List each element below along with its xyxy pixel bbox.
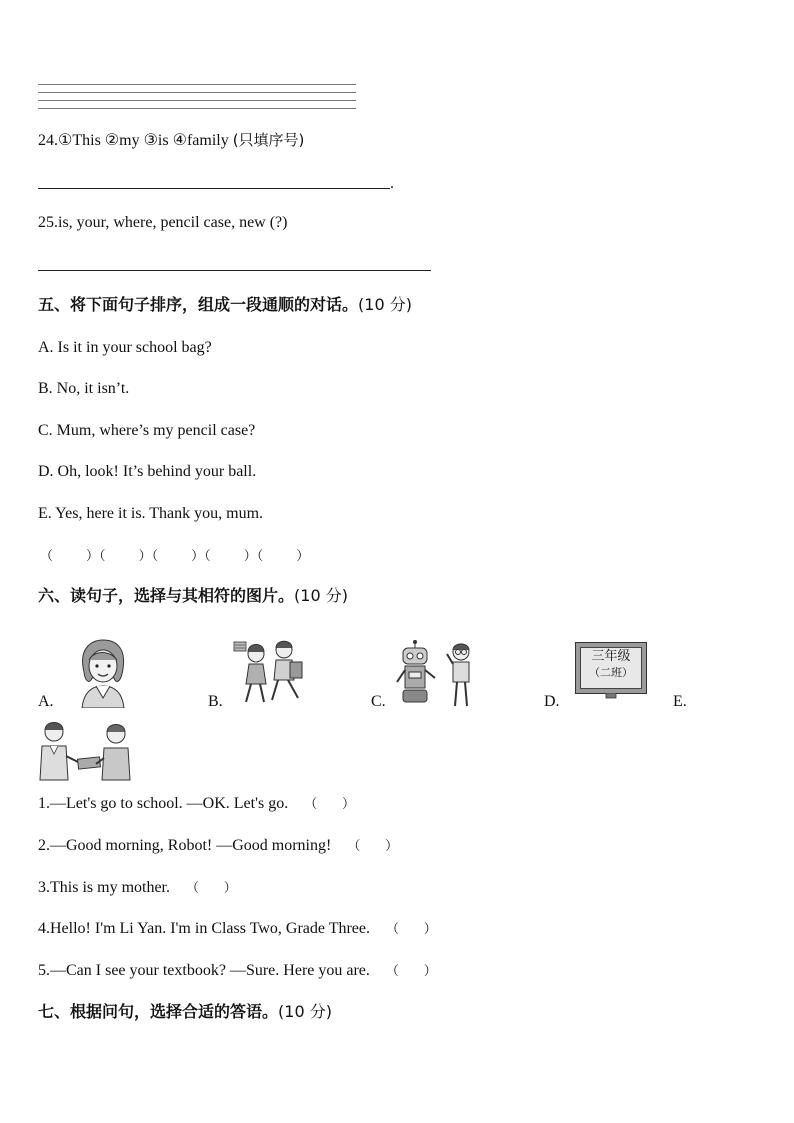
match-answer-2[interactable]: （ ） (347, 839, 399, 854)
sign-hook-icon (605, 693, 617, 699)
dialog-sentence-d: D. Oh, look! It’s behind your ball. (38, 463, 257, 480)
match-sentence-2 (38, 836, 398, 857)
handwriting-guide-lines (38, 84, 356, 110)
class-sign-grade: 三年级 (591, 649, 631, 664)
match-sentence-4 (38, 919, 437, 940)
section-5-title: 五、将下面句子排序，组成一段通顺的对话。 (38, 295, 359, 314)
match-answer-4[interactable]: （ ） (386, 922, 437, 937)
option-label-c: C. (371, 693, 386, 710)
option-label-d: D. (544, 693, 560, 710)
section-6-points: (10 分) (294, 586, 348, 605)
section-7-points: (10 分) (278, 1002, 332, 1021)
section-6-heading (38, 586, 348, 606)
answer-line-24[interactable] (38, 188, 390, 189)
option-label-e: E. (673, 693, 687, 710)
class-sign-illustration[interactable] (575, 642, 647, 694)
robot-and-boy-illustration[interactable] (395, 640, 481, 710)
answer-line-25[interactable] (38, 270, 431, 271)
match-sentence-5-text: 5.—Can I see your textbook? —Sure. Here you are. (38, 962, 370, 979)
section-5-points: (10 分) (358, 295, 412, 314)
dialog-sentence-a: A. Is it in your school bag? (38, 339, 212, 356)
order-answer-blanks[interactable]: （ ）（ ）（ ）（ ）（ ） (40, 549, 310, 564)
question-24-words: 24.①This ②my ③is ④family (38, 132, 229, 149)
match-sentence-1 (38, 794, 355, 815)
match-answer-1[interactable]: （ ） (304, 797, 355, 812)
option-label-a: A. (38, 693, 54, 710)
option-label-b: B. (208, 693, 223, 710)
match-answer-3[interactable]: （ ） (186, 881, 237, 896)
question-24 (38, 130, 304, 151)
section-6-title: 六、读句子，选择与其相符的图片。 (38, 586, 295, 605)
match-sentence-2-text: 2.—Good morning, Robot! —Good morning! (38, 837, 332, 854)
section-7-title: 七、根据问句，选择合适的答语。 (38, 1002, 279, 1021)
section-5-heading (38, 295, 412, 315)
section-7-heading (38, 1002, 332, 1022)
match-answer-5[interactable]: （ ） (385, 964, 437, 979)
question-24-hint: (只填序号) (232, 131, 305, 149)
match-sentence-4-text: 4.Hello! I'm Li Yan. I'm in Class Two, Grade Three. (38, 920, 371, 937)
question-25: 25.is, your, where, pencil case, new (?) (38, 214, 288, 231)
answer-line-24-period: . (390, 175, 394, 192)
dialog-sentence-c: C. Mum, where’s my pencil case? (38, 422, 256, 439)
class-sign-class: （二班） (589, 666, 633, 679)
dialog-sentence-b: B. No, it isn’t. (38, 380, 130, 397)
kids-going-to-school-illustration[interactable] (232, 636, 308, 708)
dialog-sentence-e: E. Yes, here it is. Thank you, mum. (38, 505, 264, 522)
match-sentence-3-text: 3.This is my mother. (38, 879, 170, 896)
match-sentence-1-text: 1.—Let's go to school. —OK. Let's go. (38, 795, 289, 812)
mother-illustration[interactable] (70, 638, 136, 708)
match-sentence-3 (38, 878, 237, 899)
sharing-textbook-illustration[interactable] (38, 720, 134, 782)
match-sentence-5 (38, 961, 437, 982)
